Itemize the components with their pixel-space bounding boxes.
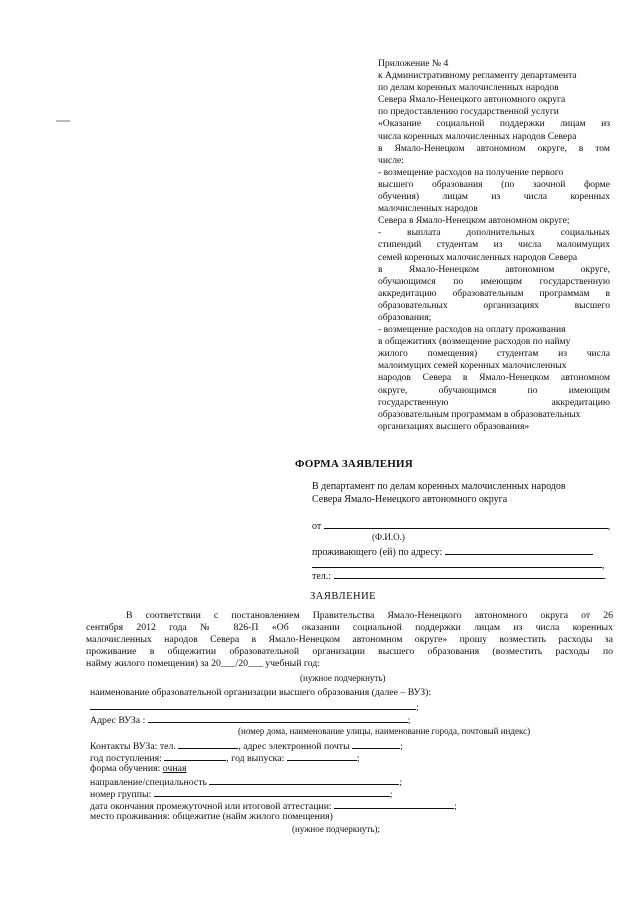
phone-field[interactable]: тел.: . xyxy=(312,571,607,582)
appendix-line: по делам коренных малочисленных народов xyxy=(378,82,559,94)
appendix-line: числе: xyxy=(378,154,404,166)
appendix-line: образовательных организациях высшего xyxy=(378,299,610,311)
fio-caption: (Ф.И.О.) xyxy=(372,532,405,542)
group-number-field[interactable]: номер группы: ; xyxy=(90,789,393,800)
university-address-field[interactable]: Адрес ВУЗа : ; xyxy=(90,715,411,726)
appendix-line: обучения) лицам из числа коренных xyxy=(378,191,610,203)
appendix-header xyxy=(378,58,610,433)
appendix-line: по предоставлению государственной услуги xyxy=(378,106,559,118)
appendix-line: «Оказание социальной поддержки лицам из xyxy=(378,118,610,130)
scan-artifact xyxy=(56,120,70,122)
specialty-field[interactable]: направление/специальность ; xyxy=(90,777,403,788)
addressee xyxy=(312,480,612,506)
appendix-line: в Ямало-Ненецком автономном округе, xyxy=(378,263,610,275)
appendix-line: стипендий студентам из числа малоимущих xyxy=(378,239,610,251)
university-name-label: наименование образовательной организации высшего образования (далее – ВУЗ): xyxy=(90,687,432,698)
appendix-line: к Административному регламенту департамента xyxy=(378,70,577,82)
enrollment-year-field[interactable]: год поступления: , год выпуска: ; xyxy=(90,753,360,764)
appendix-line: числа коренных малочисленных народов Севера xyxy=(378,130,577,142)
residence-field[interactable]: место проживания: общежитие (найм жилого помещения) xyxy=(90,811,333,822)
from-field[interactable]: от , xyxy=(312,521,611,532)
appendix-line: семей коренных малочисленных народов Севера xyxy=(378,251,578,263)
body-line: малочисленных народов Севера в Ямало-Ненецком автономном округе» прошу возместить расходы за xyxy=(86,634,613,646)
appendix-line: Севера в Ямало-Ненецком автономном округе; xyxy=(378,215,570,227)
appendix-line: округе, обучающимся по имеющим xyxy=(378,384,610,396)
university-name-field[interactable]: ; xyxy=(90,700,419,714)
appendix-line: народов Севера в Ямало-Ненецком автономном xyxy=(378,372,610,384)
addressee-line: Севера Ямало-Ненецкого автономного округа xyxy=(312,494,508,505)
appendix-line: аккредитацию образовательным программам в xyxy=(378,287,610,299)
appendix-line: малочисленных народов xyxy=(378,203,478,215)
address-caption: (номер дома, наименование улицы, наименование города, почтовый индекс) xyxy=(238,726,531,736)
body-line: проживание в общежитии образовательной организации высшего образования (возместить расходы по xyxy=(86,646,613,658)
appendix-line: - возмещение расходов на получение первого xyxy=(378,166,564,178)
appendix-line: в общежитиях (возмещение расходов по найму xyxy=(378,336,571,348)
body-line: сентября 2012 года № 826-П «Об оказании социальной поддержки лицам из числа коренных xyxy=(86,622,613,634)
appendix-line: организациях высшего образования» xyxy=(378,420,530,432)
underline-required-caption-2: (нужное подчеркнуть); xyxy=(292,824,380,834)
body-line: найму жилого помещения) за 20___/20___ учебный год: xyxy=(86,658,320,670)
study-form-field[interactable]: форма обучения: очная xyxy=(90,763,187,774)
appendix-line: - выплата дополнительных социальных xyxy=(378,227,610,239)
appendix-line: государственную аккредитацию xyxy=(378,396,610,408)
study-form-value: очная xyxy=(162,763,187,774)
appendix-line: - возмещение расходов на оплату проживания xyxy=(378,324,566,336)
underline-required-caption: (нужное подчеркнуть) xyxy=(300,673,386,683)
attestation-date-field[interactable]: дата окончания промежуточной или итоговой аттестации: ; xyxy=(90,801,457,812)
contacts-field[interactable]: Контакты ВУЗа: тел. , адрес электронной почты ; xyxy=(90,741,403,752)
appendix-line: обучающимся по имеющим государственную xyxy=(378,275,610,287)
addressee-line: В департамент по делам коренных малочисленных народов xyxy=(312,481,566,492)
appendix-line: образования; xyxy=(378,311,432,323)
appendix-line: в Ямало-Ненецком автономном округе, в том xyxy=(378,142,610,154)
appendix-line: жилого помещения) студентам из числа xyxy=(378,348,610,360)
appendix-line: Севера Ямало-Ненецкого автономного округа xyxy=(378,94,566,106)
appendix-number: Приложение № 4 xyxy=(378,58,449,69)
appendix-line: высшего образования (по заочной форме xyxy=(378,178,610,190)
form-title: ФОРМА ЗАЯВЛЕНИЯ xyxy=(295,458,413,470)
appendix-line: образовательным программам в образовательных xyxy=(378,408,581,420)
body-line: В соответствии с постановлением Правительства Ямало-Ненецкого автономного округа от 26 xyxy=(126,610,613,621)
address-field-continuation[interactable]: , xyxy=(312,558,605,572)
address-field[interactable]: проживающего (ей) по адресу: xyxy=(312,545,593,559)
appendix-line: малоимущих семей коренных малочисленных xyxy=(378,360,567,372)
statement-heading: ЗАЯВЛЕНИЕ xyxy=(310,591,377,602)
statement-body xyxy=(86,610,613,670)
